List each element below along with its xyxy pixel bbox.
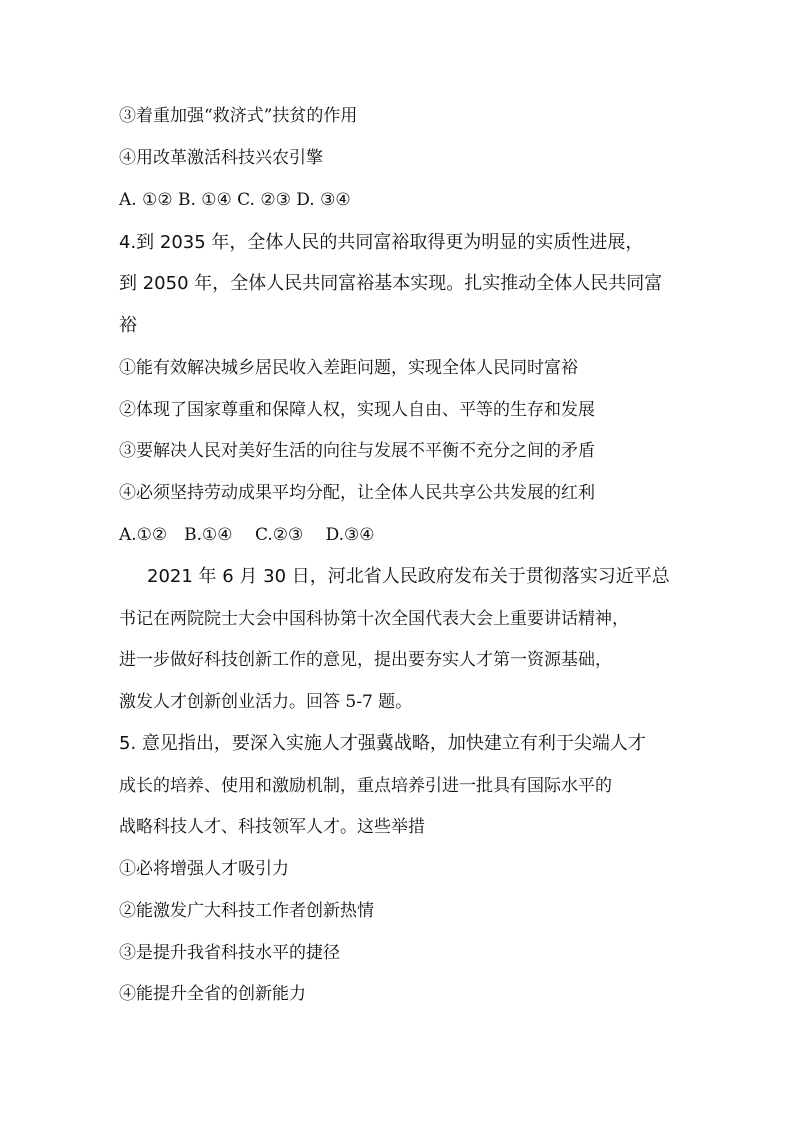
option-3-line: ③着重加强“救济式”扶贫的作用	[119, 106, 358, 126]
question-4-stem-line-1: 4.到 2035 年，全体人民的共同富裕取得更为明显的实质性进展，	[119, 232, 644, 253]
passage-line-2: 书记在两院院士大会中国科协第十次全国代表大会上重要讲话精神，	[119, 609, 629, 629]
question-4-stem-line-3: 裕	[119, 315, 137, 336]
q5-option-1: ①必将增强人才吸引力	[119, 859, 289, 879]
passage-line-4: 激发人才创新创业活力。回答 5-7 题。	[119, 692, 413, 712]
q4-option-1: ①能有效解决城乡居民收入差距问题，实现全体人民同时富裕	[119, 358, 578, 378]
q4-option-2: ②体现了国家尊重和保障人权，实现人自由、平等的生存和发展	[119, 400, 595, 420]
option-4-line: ④用改革激活科技兴农引擎	[119, 148, 323, 168]
q5-option-2: ②能激发广大科技工作者创新热情	[119, 901, 374, 921]
q4-option-4: ④必须坚持劳动成果平均分配，让全体人民共享公共发展的红利	[119, 483, 595, 503]
question-4-stem-line-2: 到 2050 年，全体人民共同富裕基本实现。扎实推动全体人民共同富	[119, 273, 663, 294]
q5-option-3: ③是提升我省科技水平的捷径	[119, 943, 340, 963]
passage-line-1: 2021 年 6 月 30 日，河北省人民政府发布关于贯彻落实习近平总	[147, 566, 670, 587]
q4-option-3: ③要解决人民对美好生活的向往与发展不平衡不充分之间的矛盾	[119, 441, 595, 461]
question-5-stem-line-2: 成长的培养、使用和激励机制，重点培养引进一批具有国际水平的	[119, 776, 612, 796]
answer-choices-q4: A.①② B.①④ C.②③ D.③④	[119, 525, 375, 545]
answer-choices-q3: A. ①② B. ①④ C. ②③ D. ③④	[119, 190, 351, 210]
question-5-stem-line-1: 5. 意见指出，要深入实施人才强冀战略，加快建立有利于尖端人才	[119, 733, 646, 754]
q5-option-4: ④能提升全省的创新能力	[119, 984, 306, 1004]
passage-line-3: 进一步做好科技创新工作的意见，提出要夯实人才第一资源基础，	[119, 650, 612, 670]
question-5-stem-line-3: 战略科技人才、科技领军人才。这些举措	[119, 817, 425, 837]
